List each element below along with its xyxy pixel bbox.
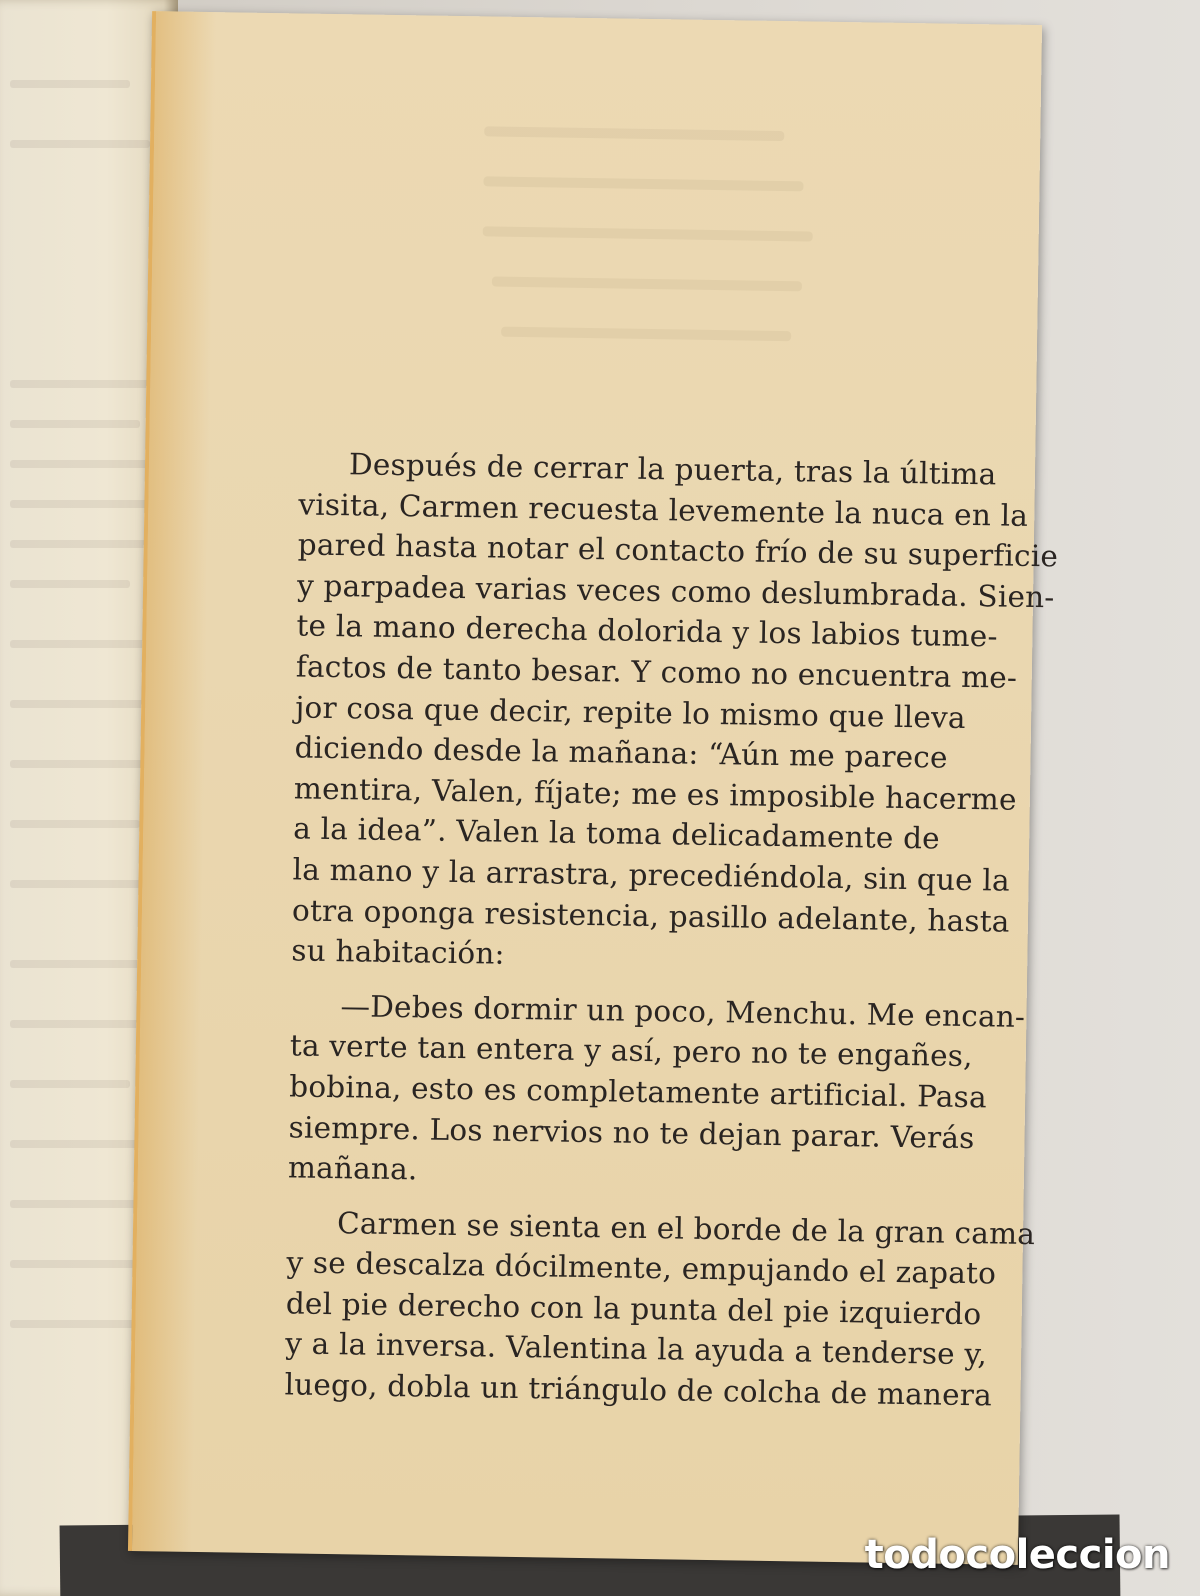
ghost-line [10,820,140,828]
ghost-line [10,80,130,88]
text-line: Carmen se sienta en el borde de la gran cama [336,1205,1036,1251]
text-line: jor cosa que decir, repite lo mismo que lleva [294,690,966,735]
ghost-line [10,1320,140,1328]
bleed-through [484,126,784,141]
ghost-line [10,580,130,588]
text-line: siempre. Los nervios no te dejan parar. Verás [288,1109,975,1155]
text-line: del pie derecho con la punta del pie izquierdo [285,1286,982,1332]
bleed-through [501,327,791,342]
ghost-line [10,460,160,468]
paragraph-3 [234,1201,1036,1415]
bleed-through [483,176,803,191]
text-line: mañana. [287,1150,418,1187]
ghost-line [10,1200,150,1208]
ghost-line [10,640,160,648]
ghost-line [10,140,150,148]
ghost-line [10,1080,130,1088]
ghost-line [10,420,140,428]
text-line: y a la inversa. Valentina la ayuda a tenderse y, [284,1326,988,1372]
ghost-line [10,960,150,968]
ghost-line [10,500,150,508]
paragraph-1 [241,443,1059,981]
bleed-through [483,226,813,241]
text-line: ta verte tan entera y así, pero no te engañes, [289,1028,973,1074]
text-line: te la mano derecha dolorida y los labios tume- [296,608,998,654]
bleed-through [492,276,802,291]
text-line: factos de tanto besar. Y como no encuentra me- [295,649,1018,695]
page-text [234,443,1059,1429]
text-line: luego, dobla un triángulo de colcha de manera [284,1367,993,1413]
ghost-line [10,380,160,388]
text-line: y parpadea varias veces como deslumbrada. Sien- [296,568,1055,615]
text-line: visita, Carmen recuesta levemente la nuca en la [298,487,1029,533]
text-line: mentira, Valen, fíjate; me es imposible hacerme [293,771,1017,817]
text-line: y se descalza dócilmente, empujando el zapato [286,1245,997,1291]
paragraph-2 [238,984,1026,1198]
ghost-line [10,540,160,548]
text-line: Después de cerrar la puerta, tras la última [348,447,997,492]
book-page [128,11,1059,1565]
ghost-line [10,760,160,768]
text-line: pared hasta notar el contacto frío de su superficie [297,527,1059,574]
text-line: la mano y la arrastra, precediéndola, sin que la [292,852,1011,898]
text-line: su habitación: [291,933,505,971]
text-line: diciendo desde la mañana: “Aún me parece [294,730,948,775]
watermark-logo: todocoleccion [864,1532,1170,1578]
text-line: otra oponga resistencia, pasillo adelante, hasta [291,892,1010,939]
ghost-line [10,700,150,708]
text-line: —Debes dormir un poco, Menchu. Me encan- [340,988,1026,1034]
text-line: bobina, esto es completamente artificial. Pasa [289,1069,988,1115]
text-line: a la idea”. Valen la toma delicadamente de [293,811,941,856]
